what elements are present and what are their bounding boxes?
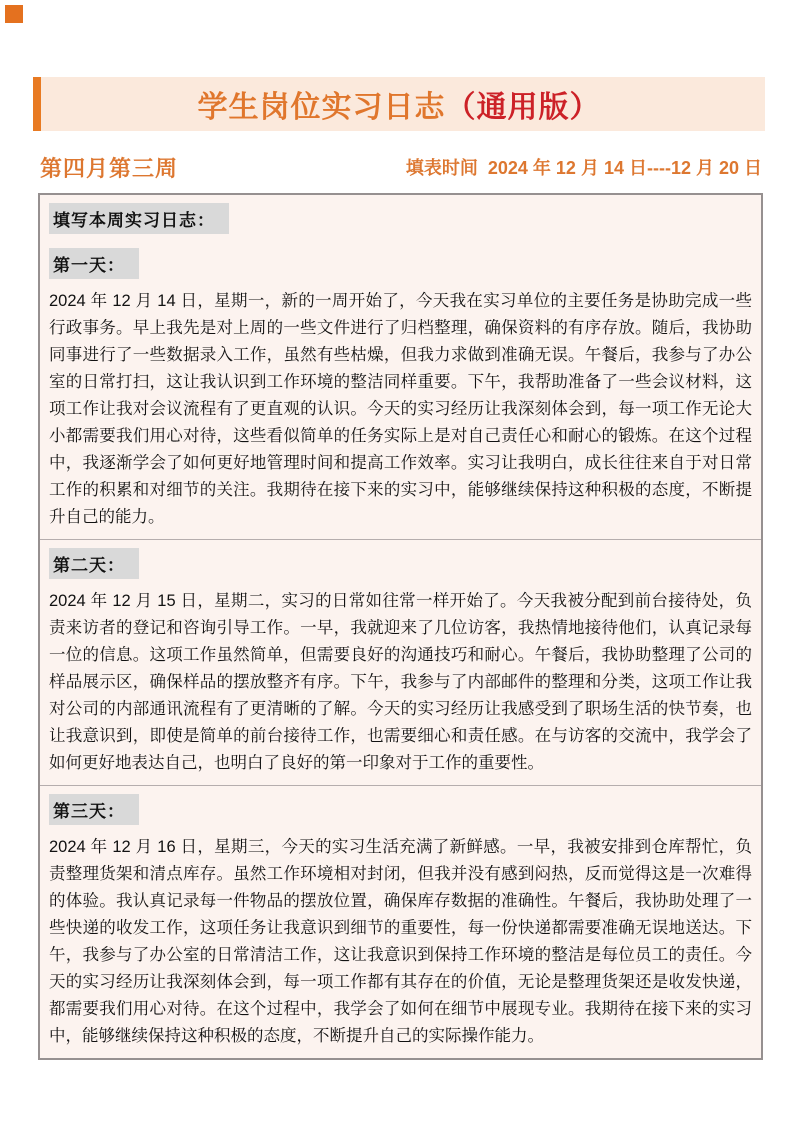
fill-time-value: 2024 年 12 月 14 日----12 月 20 日 (487, 158, 762, 178)
day1-label: 第一天： (49, 248, 139, 279)
diary-content-box (38, 193, 763, 1060)
title-banner (33, 77, 765, 131)
day2-label: 第二天： (49, 548, 139, 579)
page-title-suffix: （通用版） (445, 91, 601, 124)
diary-section-day2 (40, 539, 761, 785)
week-label: 第四月第三周 (40, 155, 179, 181)
day1-text: 2024 年 12 月 14 日，星期一，新的一周开始了，今天我在实习单位的主要任务是协助完成一些行政事务。早上我先是对上周的一些文件进行了归档整理，确保资料的有序存放。随后，我协助同事进行了一些数据录入工作，虽然有些枯燥，但我力求做到准确无误。午餐后，我参与了办公室的日常打扫，这让我认识到工作环境的整洁同样重要。下午，我帮助准备了一些会议材料，这项工作让我对会议流程有了更直观的认识。今天的实习经历让我深刻体会到，每一项工作无论大小都需要我们用心对待，这些看似简单的任务实际上是对自己责任心和耐心的锻炼。在这个过程中，我逐渐学会了如何更好地管理时间和提高工作效率。实习让我明白，成长往往来自于对日常工作的积累和对细节的关注。我期待在接下来的实习中，能够继续保持这种积极的态度，不断提升自己的能力。 (49, 292, 752, 526)
day3-text: 2024 年 12 月 16 日，星期三，今天的实习生活充满了新鲜感。一早，我被安排到仓库帮忙，负责整理货架和清点库存。虽然工作环境相对封闭，但我并没有感到闷热，反而觉得这是一次难得的体验。我认真记录每一件物品的摆放位置，确保库存数据的准确性。午餐后，我协助处理了一些快递的收发工作，这项任务让我意识到细节的重要性，每一份快递都需要准确无误地送达。下午，我参与了办公室的日常清洁工作，这让我意识到保持工作环境的整洁是每位员工的责任。今天的实习经历让我深刻体会到，每一项工作都有其存在的价值，无论是整理货架还是收发快递，都需要我们用心对待。在这个过程中，我学会了如何在细节中展现专业。我期待在接下来的实习中，能够继续保持这种积极的态度，不断提升自己的实际操作能力。 (49, 838, 752, 1045)
diary-section-day1 (40, 195, 761, 539)
corner-mark (5, 5, 23, 23)
page-title (198, 82, 601, 126)
meta-row (40, 150, 762, 184)
diary-section-day3 (40, 785, 761, 1058)
day3-label: 第三天： (49, 794, 139, 825)
banner-accent-bar (33, 77, 41, 131)
page-title-main: 学生岗位实习日志 (197, 91, 446, 124)
fill-time (406, 154, 762, 180)
day2-text: 2024 年 12 月 15 日，星期二，实习的日常如往常一样开始了。今天我被分配到前台接待处，负责来访者的登记和咨询引导工作。一早，我就迎来了几位访客，我热情地接待他们，认真记录每一位的信息。这项工作虽然简单，但需要良好的沟通技巧和耐心。午餐后，我协助整理了公司的样品展示区，确保样品的摆放整齐有序。下午，我参与了内部邮件的整理和分类，这项工作让我对公司的内部通讯流程有了更清晰的了解。今天的实习经历让我感受到了职场生活的快节奏，也让我意识到，即使是简单的前台接待工作，也需要细心和责任感。在与访客的交流中，我学会了如何更好地表达自己，也明白了良好的第一印象对于工作的重要性。 (49, 592, 752, 772)
diary-prompt: 填写本周实习日志： (49, 203, 229, 234)
fill-time-label: 填表时间 (405, 158, 478, 178)
